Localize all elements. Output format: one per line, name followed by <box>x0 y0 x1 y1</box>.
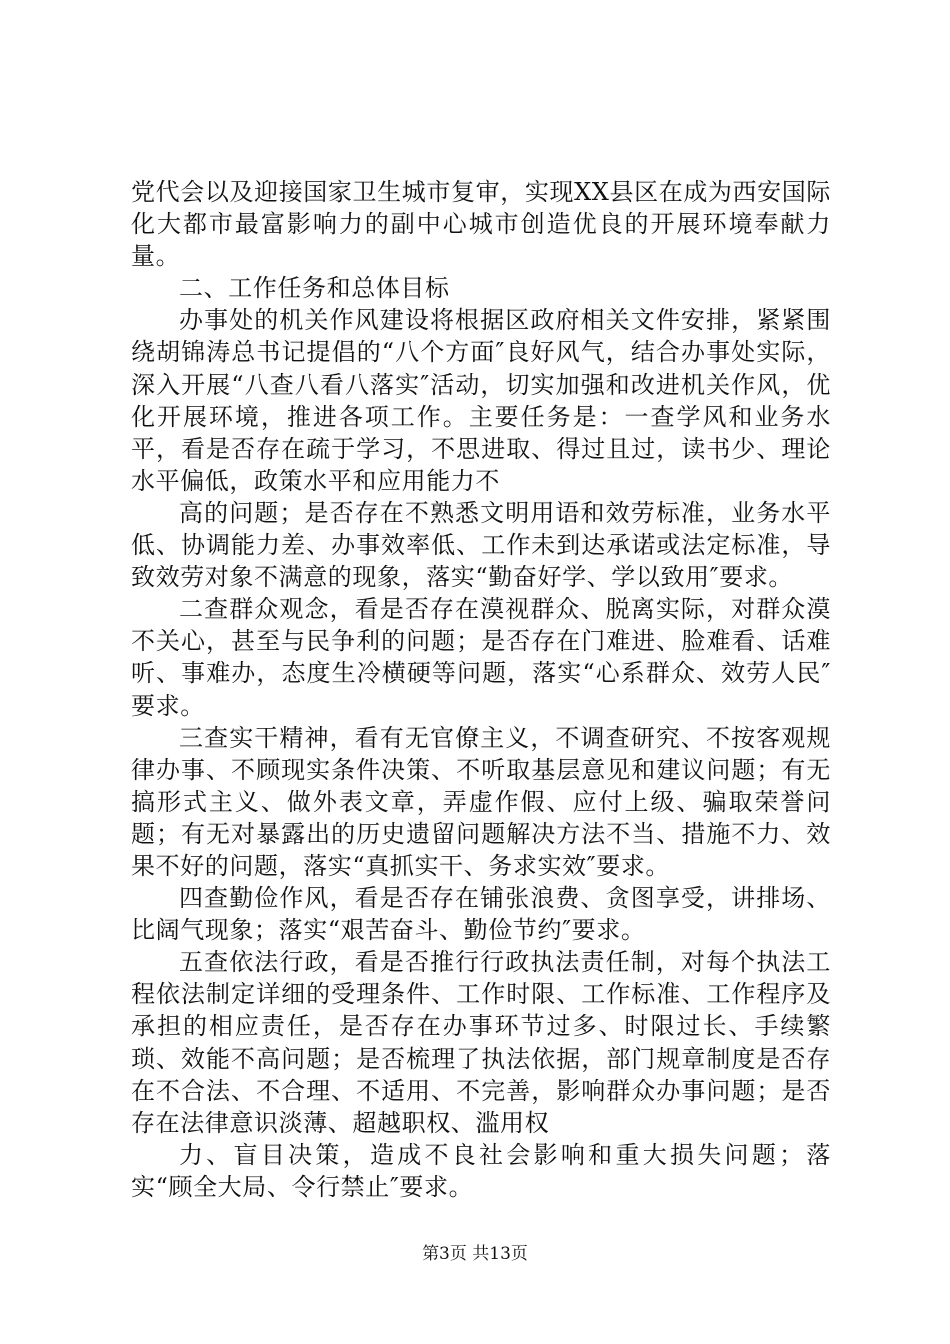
paragraph-second-check: 二查群众观念，看是否存在漠视群众、脱离实际，对群众漠不关心，甚至与民争利的问题；是否存在门难进、脸难看、话难听、事难办，态度生冷横硬等问题，落实“心系群众、效劳人民″要求。 <box>131 595 831 720</box>
section-heading: 二、工作任务和总体目标 <box>179 274 450 303</box>
paragraph-fifth-check-cont: 力、盲目决策，造成不良社会影响和重大损失问题；落实“顾全大局、令行禁止″要求。 <box>131 1140 831 1201</box>
paragraph-third-check: 三查实干精神，看有无官僚主义，不调查研究、不按客观规律办事、不顾现实条件决策、不听取基层意见和建议问题；有无搞形式主义、做外表文章，弄虚作假、应付上级、骗取荣誉问题；有无对暴露出的历史遗留问题解决方法不当、措施不力、效果不好的问题，落实“真抓实干、务求实效″要求。 <box>131 723 831 880</box>
paragraph-continuation: 党代会以及迎接国家卫生城市复审，实现XX县区在成为西安国际化大都市最富影响力的副中心城市创造优良的开展环境奉献力量。 <box>131 178 831 271</box>
page-number-footer: 第3页 共13页 <box>422 1244 528 1264</box>
document-body <box>131 176 831 1203</box>
paragraph-fourth-check: 四查勤俭作风，看是否存在铺张浪费、贪图享受，讲排场、比阔气现象；落实“艰苦奋斗、勤俭节约″要求。 <box>131 884 831 945</box>
paragraph-main-tasks: 办事处的机关作风建设将根据区政府相关文件安排，紧紧围绕胡锦涛总书记提倡的“八个方面″良好风气，结合办事处实际，深入开展“八查八看八落实″活动，切实加强和改进机关作风，优化开展环境，推进各项工作。主要任务是：一查学风和业务水平，看是否存在疏于学习，不思进取、得过且过，读书少、理论水平偏低，政策水平和应用能力不 <box>131 306 831 495</box>
paragraph-first-check-cont: 高的问题；是否存在不熟悉文明用语和效劳标准，业务水平低、协调能力差、办事效率低、工作未到达承诺或法定标准，导致效劳对象不满意的现象，落实“勤奋好学、学以致用″要求。 <box>131 498 831 592</box>
paragraph-fifth-check: 五查依法行政，看是否推行行政执法责任制，对每个执法工程依法制定详细的受理条件、工作时限、工作标准、工作程序及承担的相应责任，是否存在办事环节过多、时限过长、手续繁琐、效能不高问题；是否梳理了执法依据，部门规章制度是否存在不合法、不合理、不适用、不完善，影响群众办事问题；是否存在法律意识淡薄、超越职权、滥用权 <box>131 948 831 1137</box>
